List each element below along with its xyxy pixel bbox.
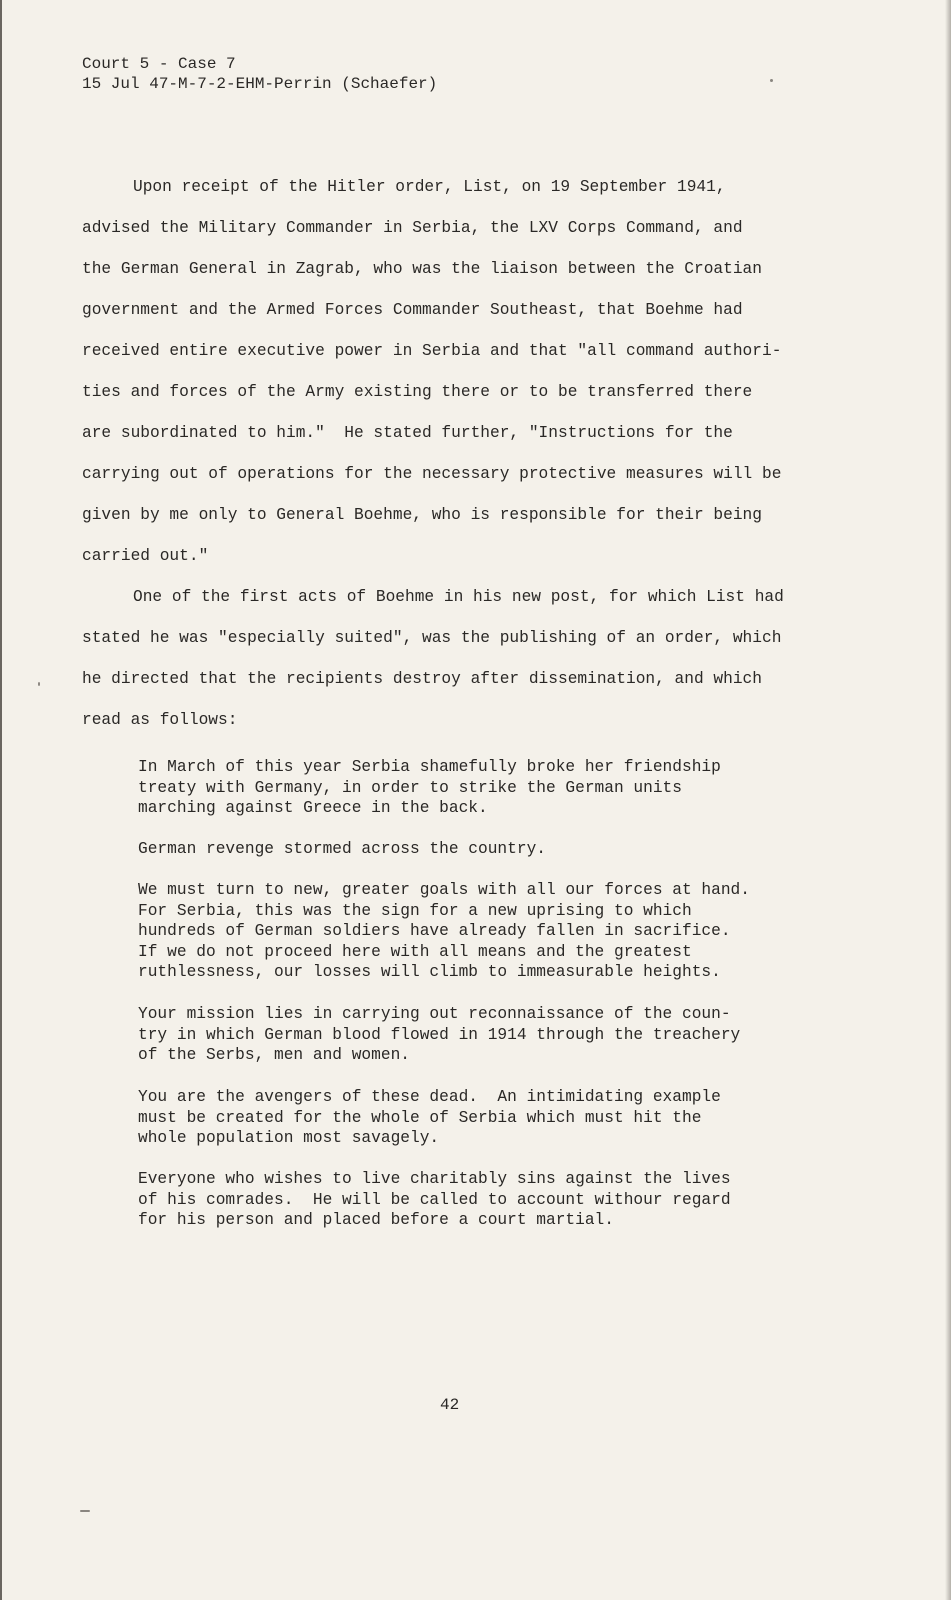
quote-line: Everyone who wishes to live charitably sins against the lives	[138, 1170, 731, 1188]
paragraph-line: stated he was "especially suited", was the publishing of an order, which	[82, 629, 782, 647]
quote-line: must be created for the whole of Serbia which must hit the	[138, 1108, 702, 1127]
quote-block	[138, 1169, 731, 1231]
quote-line: marching against Greece in the back.	[138, 799, 488, 817]
quote-line: We must turn to new, greater goals with all our forces at hand.	[138, 881, 750, 899]
paragraph-line: given by me only to General Boehme, who is responsible for their being	[82, 506, 762, 524]
paragraph-line: carrying out of operations for the necessary protective measures will be	[82, 465, 782, 483]
paragraph-line: are subordinated to him." He stated further, "Instructions for the	[82, 424, 733, 442]
paper-speck	[80, 1510, 90, 1512]
paragraph-line: Upon receipt of the Hitler order, List, on 19 September 1941,	[133, 178, 726, 196]
paragraph-line: government and the Armed Forces Commander Southeast, that Boehme had	[82, 301, 743, 319]
quote-line: treaty with Germany, in order to strike the German units	[138, 778, 682, 797]
quote-line: In March of this year Serbia shamefully broke her friendship	[138, 758, 721, 776]
header-reference: 15 Jul 47-M-7-2-EHM-Perrin (Schaefer)	[82, 75, 438, 93]
quote-line: German revenge stormed across the country.	[138, 840, 546, 858]
header-court-case: Court 5 - Case 7	[82, 55, 236, 73]
quote-line: of his comrades. He will be called to account withour regard	[138, 1190, 731, 1209]
quote-block	[138, 839, 546, 860]
paragraph-line: One of the first acts of Boehme in his new post, for which List had	[133, 588, 784, 606]
paragraph-line: he directed that the recipients destroy after dissemination, and which	[82, 670, 762, 688]
quote-line: You are the avengers of these dead. An intimidating example	[138, 1088, 721, 1106]
paragraph-line: received entire executive power in Serbia and that "all command authori-	[82, 342, 782, 360]
paragraph-line: read as follows:	[82, 711, 238, 729]
quote-block	[138, 1004, 740, 1066]
quote-line: try in which German blood flowed in 1914 through the treachery	[138, 1025, 741, 1044]
quote-block	[138, 1087, 721, 1149]
paragraph-line: ties and forces of the Army existing there or to be transferred there	[82, 383, 753, 401]
quote-block	[138, 880, 750, 983]
quote-line: hundreds of German soldiers have already fallen in sacrifice.	[138, 922, 731, 940]
quote-line: For Serbia, this was the sign for a new uprising to which	[138, 901, 692, 920]
paragraph-line: the German General in Zagrab, who was the liaison between the Croatian	[82, 260, 762, 278]
quote-block	[138, 757, 721, 819]
quote-line: for his person and placed before a court martial.	[138, 1211, 614, 1229]
paragraph-line: carried out."	[82, 547, 209, 565]
document-header	[82, 54, 437, 94]
quote-line: of the Serbs, men and women.	[138, 1046, 410, 1064]
paper-speck	[38, 682, 40, 686]
quote-line: ruthlessness, our losses will climb to immeasurable heights.	[138, 963, 721, 981]
quote-line: whole population most savagely.	[138, 1129, 440, 1147]
quote-line: Your mission lies in carrying out reconnaissance of the coun-	[138, 1005, 731, 1023]
quote-line: If we do not proceed here with all means and the greatest	[138, 942, 692, 961]
paragraph-line: advised the Military Commander in Serbia, the LXV Corps Command, and	[82, 219, 743, 237]
page-number: 42	[440, 1396, 460, 1414]
paper-speck	[770, 79, 773, 82]
